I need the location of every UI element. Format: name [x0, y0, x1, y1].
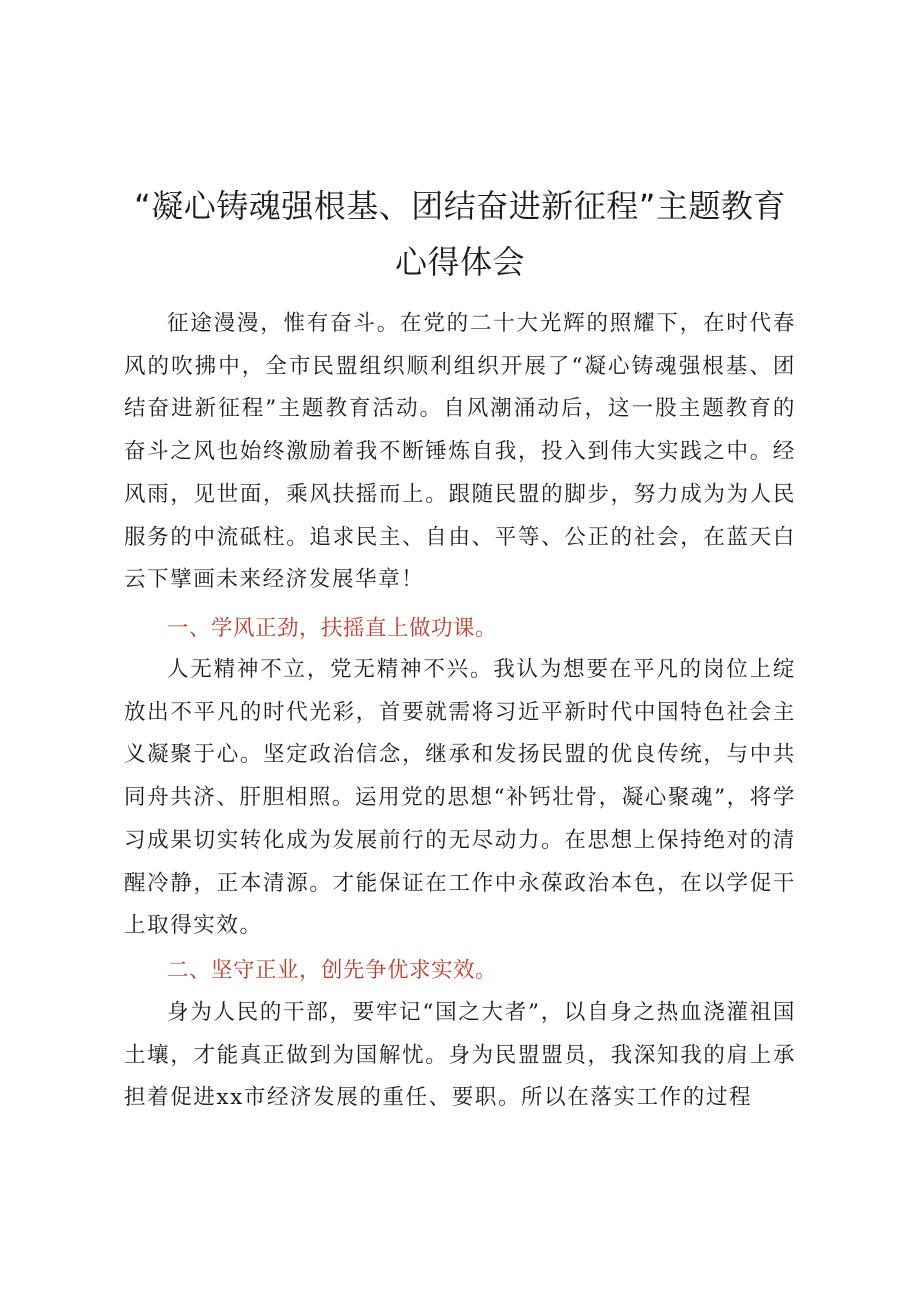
section-heading-2: 二、坚守正业，创先争优求实效。: [167, 958, 498, 983]
paragraph-intro: 征途漫漫，惟有奋斗。在党的二十大光辉的照耀下，在时代春风的吹拂中，全市民盟组织顺利组织开展了“凝心铸魂强根基、团结奋进新征程”主题教育活动。自风潮涌动后，这一股主题教育的奋斗之风也始终激励着我不断锤炼自我，投入到伟大实践之中。经风雨，见世面，乘风扶摇而上。跟随民盟的脚步，努力成为为人民服务的中流砥柱。追求民主、自由、平等、公正的社会，在蓝天白云下擘画未来经济发展华章！: [124, 311, 796, 593]
document-title: “凝心铸魂强根基、团结奋进新征程”主题教育心得体会: [134, 187, 786, 281]
section-heading-1: 一、学风正劲，扶摇直上做功课。: [167, 616, 498, 641]
paragraph-section-1: 人无精神不立，党无精神不兴。我认为想要在平凡的岗位上绽放出不平凡的时代光彩，首要就需将习近平新时代中国特色社会主义凝聚于心。坚定政治信念，继承和发扬民盟的优良传统，与中共同舟共济、肝胆相照。运用党的思想“补钙壮骨，凝心聚魂”，将学习成果切实转化成为发展前行的无尽动力。在思想上保持绝对的清醒冷静，正本清源。才能保证在工作中永葆政治本色，在以学促干上取得实效。: [124, 657, 796, 939]
paragraph-section-2: 身为人民的干部，要牢记“国之大者”，以自身之热血浇灌祖国土壤，才能真正做到为国解忧。身为民盟盟员，我深知我的肩上承担着促进xx市经济发展的重任、要职。所以在落实工作的过程: [124, 1000, 796, 1111]
